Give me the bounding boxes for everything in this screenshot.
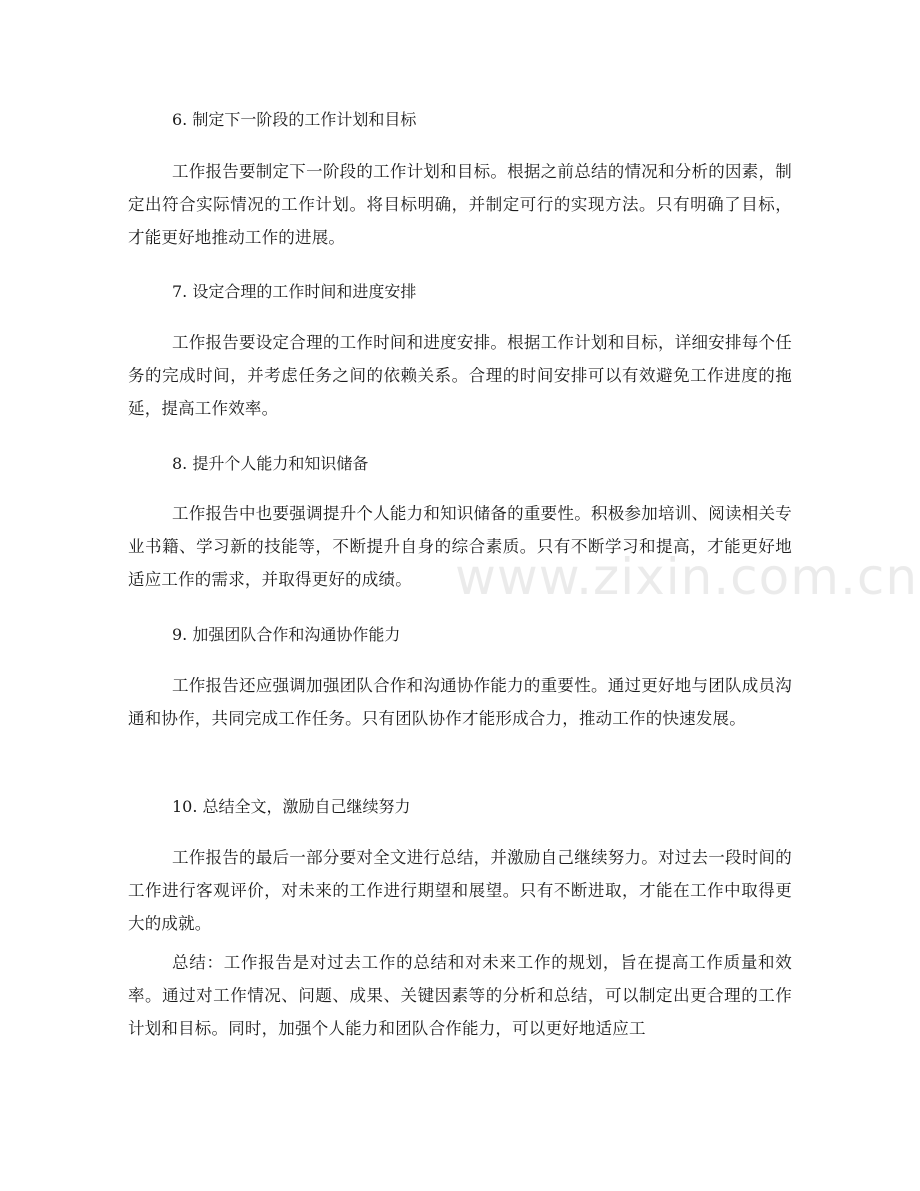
section-heading-9: 9. 加强团队合作和沟通协作能力 <box>172 625 401 644</box>
section-body-10: 工作报告的最后一部分要对全文进行总结，并激励自己继续努力。对过去一段时间的工作进行客观评价，对未来的工作进行期望和展望。只有不断进取，才能在工作中取得更大的成就。 <box>128 848 792 933</box>
section-body-6: 工作报告要制定下一阶段的工作计划和目标。根据之前总结的情况和分析的因素，制定出符合实际情况的工作计划。将目标明确，并制定可行的实现方法。只有明确了目标，才能更好地推动工作的进展。 <box>128 162 792 247</box>
section-heading-8: 8. 提升个人能力和知识储备 <box>172 454 369 473</box>
section-heading-10: 10. 总结全文，激励自己继续努力 <box>172 797 411 816</box>
section-body-8: 工作报告中也要强调提升个人能力和知识储备的重要性。积极参加培训、阅读相关专业书籍、学习新的技能等，不断提升自身的综合素质。只有不断学习和提高，才能更好地适应工作的需求，并取得更好的成绩。 <box>128 504 792 589</box>
section-heading-6: 6. 制定下一阶段的工作计划和目标 <box>172 110 417 129</box>
watermark: www.zixin.com.cn <box>455 548 919 606</box>
section-body-7: 工作报告要设定合理的工作时间和进度安排。根据工作计划和目标，详细安排每个任务的完成时间，并考虑任务之间的依赖关系。合理的时间安排可以有效避免工作进度的拖延，提高工作效率。 <box>128 333 792 418</box>
section-heading-7: 7. 设定合理的工作时间和进度安排 <box>172 282 417 301</box>
section-body-9: 工作报告还应强调加强团队合作和沟通协作能力的重要性。通过更好地与团队成员沟通和协作，共同完成工作任务。只有团队协作才能形成合力，推动工作的快速发展。 <box>128 676 792 728</box>
summary-paragraph: 总结：工作报告是对过去工作的总结和对未来工作的规划，旨在提高工作质量和效率。通过对工作情况、问题、成果、关键因素等的分析和总结，可以制定出更合理的工作计划和目标。同时，加强个人能力和团队合作能力，可以更好地适应工 <box>128 953 792 1038</box>
